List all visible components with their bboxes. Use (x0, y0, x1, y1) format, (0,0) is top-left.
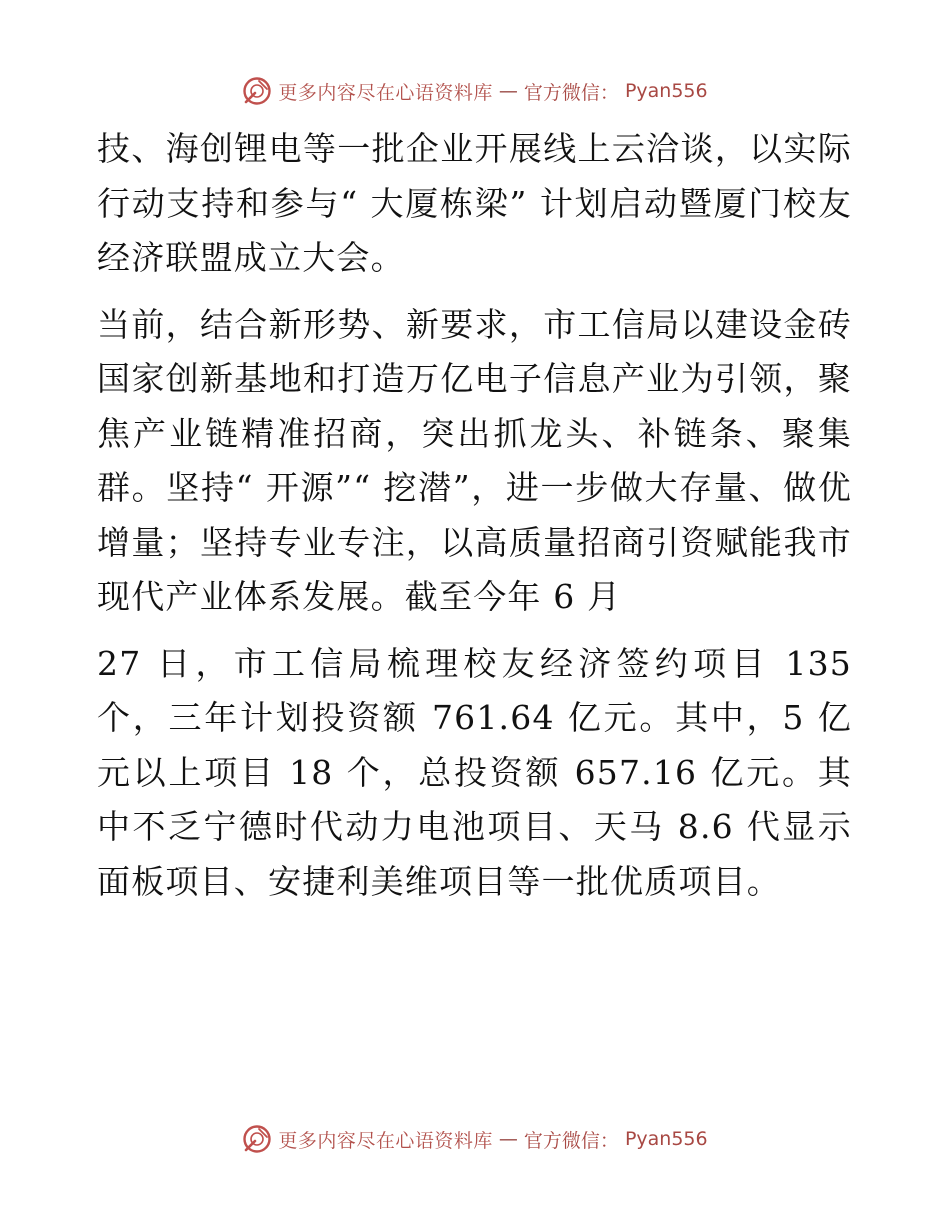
watermark-brand-text: 更多内容尽在心语资料库 (278, 1129, 493, 1152)
watermark-separator: — (498, 1128, 518, 1150)
header-watermark (0, 74, 950, 108)
watermark-wechat-id: Pyan556 (624, 1128, 708, 1150)
paragraph-1: 技、海创锂电等一批企业开展线上云洽谈，以实际行动支持和参与“ 大厦栋梁” 计划启动暨厦门校友经济联盟成立大会。 (97, 129, 852, 277)
brand-logo-icon (242, 1124, 272, 1154)
watermark-wechat-label: 官方微信： (523, 81, 619, 104)
watermark-wechat-id: Pyan556 (624, 80, 708, 102)
brand-logo-icon (242, 76, 272, 106)
document-body (97, 122, 852, 909)
footer-watermark (0, 1122, 950, 1156)
paragraph-3: 27 日，市工信局梳理校友经济签约项目 135 个，三年计划投资额 761.64 亿元。其中，5 亿元以上项目 18 个，总投资额 657.16 亿元。其中不乏宁德时代动力电池项目、天马 8.6 代显示面板项目、安捷利美维项目等一批优质项目。 (97, 643, 852, 901)
watermark-separator: — (498, 80, 518, 102)
watermark-wechat-label: 官方微信： (523, 1129, 619, 1152)
paragraph-2: 当前，结合新形势、新要求，市工信局以建设金砖国家创新基地和打造万亿电子信息产业为引领，聚焦产业链精准招商，突出抓龙头、补链条、聚集群。坚持“ 开源”“ 挖潜”，进一步做大存量、做优增量；坚持专业专注，以高质量招商引资赋能我市现代产业体系发展。截至今年 6 月 (97, 304, 852, 616)
watermark-brand-text: 更多内容尽在心语资料库 (278, 81, 493, 104)
